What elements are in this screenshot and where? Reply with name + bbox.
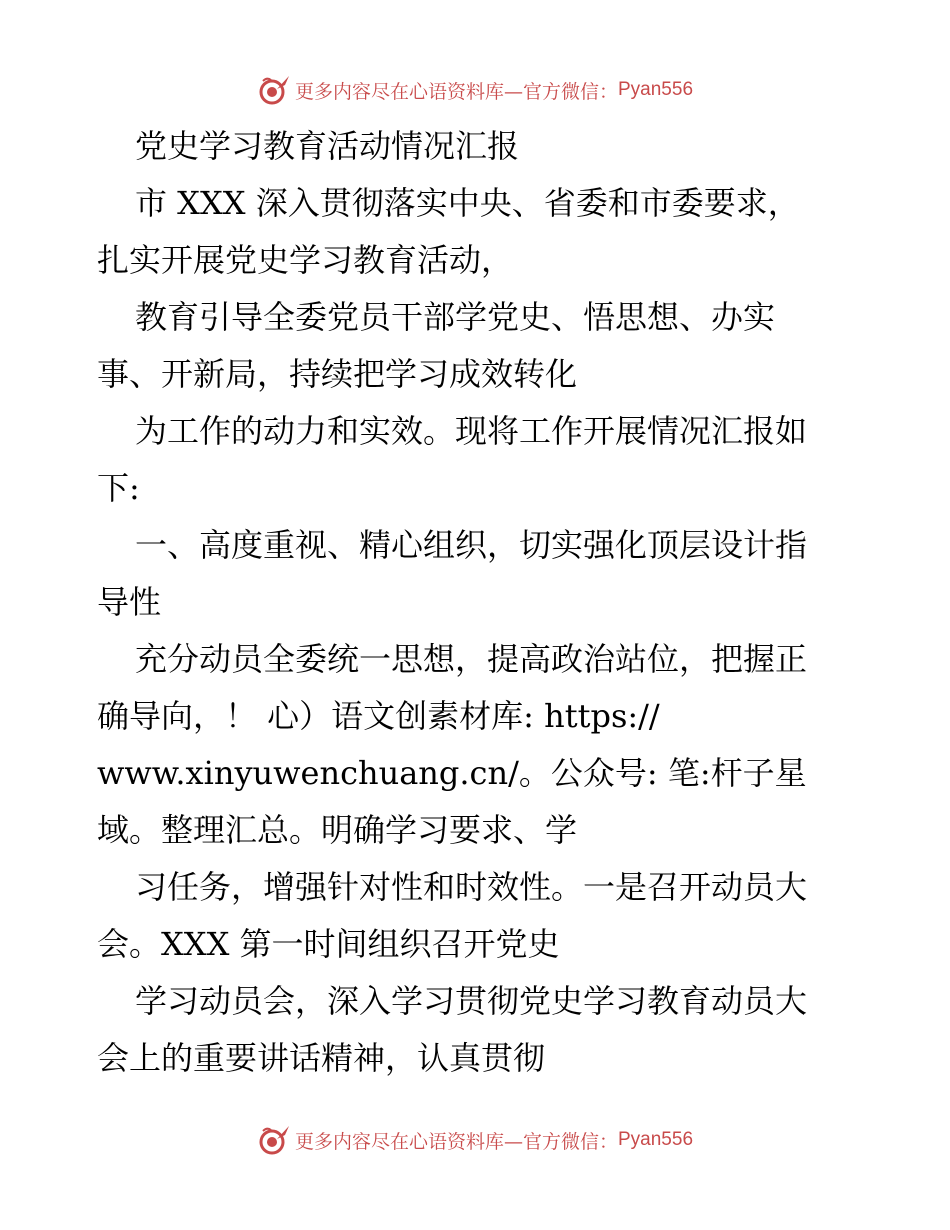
watermark-wechat-id: Pyan556 (618, 1129, 694, 1150)
paragraph-line: 学习动员会，深入学习贯彻党史学习教育动员大 (135, 982, 808, 1020)
paragraph-line: 会上的重要讲话精神，认真贯彻 (97, 1039, 546, 1077)
paragraph-line: 域。整理汇总。明确学习要求、学 (97, 811, 578, 849)
paragraph-line: 为工作的动力和实效。现将工作开展情况汇报如 (135, 412, 808, 450)
document-body (97, 118, 867, 1087)
watermark-text: 更多内容尽在心语资料库—官方微信： (294, 1130, 618, 1153)
rose-quill-logo-icon (257, 73, 291, 107)
paragraph-line: www.xinyuwenchuang.cn/。公众号: 笔:杆子星 (97, 754, 807, 792)
paragraph-line: 扎实开展党史学习教育活动， (97, 241, 514, 279)
paragraph-line: 事、开新局，持续把学习成效转化 (97, 355, 578, 393)
paragraph-line: 市 XXX 深入贯彻落实中央、省委和市委要求， (135, 184, 800, 222)
watermark-text: 更多内容尽在心语资料库—官方微信： (294, 80, 618, 103)
watermark-wechat-id: Pyan556 (618, 79, 694, 100)
document-title: 党史学习教育活动情况汇报 (135, 127, 520, 165)
section-heading: 一、高度重视、精心组织，切实强化顶层设计指 (135, 526, 808, 564)
watermark-footer (0, 1120, 950, 1160)
paragraph-line: 习任务，增强针对性和时效性。一是召开动员大 (135, 868, 808, 906)
section-heading: 导性 (97, 583, 162, 621)
paragraph-line: 教育引导全委党员干部学党史、悟思想、办实 (135, 298, 776, 336)
paragraph-line: 下: (97, 469, 140, 507)
paragraph-line: 会。XXX 第一时间组织召开党史 (97, 925, 560, 963)
rose-quill-logo-icon (257, 1123, 291, 1157)
paragraph-line: 确导向，！ 心）语文创素材库: https:// (97, 697, 660, 735)
paragraph-line: 充分动员全委统一思想，提高政治站位，把握正 (135, 640, 808, 678)
watermark-header (0, 70, 950, 110)
